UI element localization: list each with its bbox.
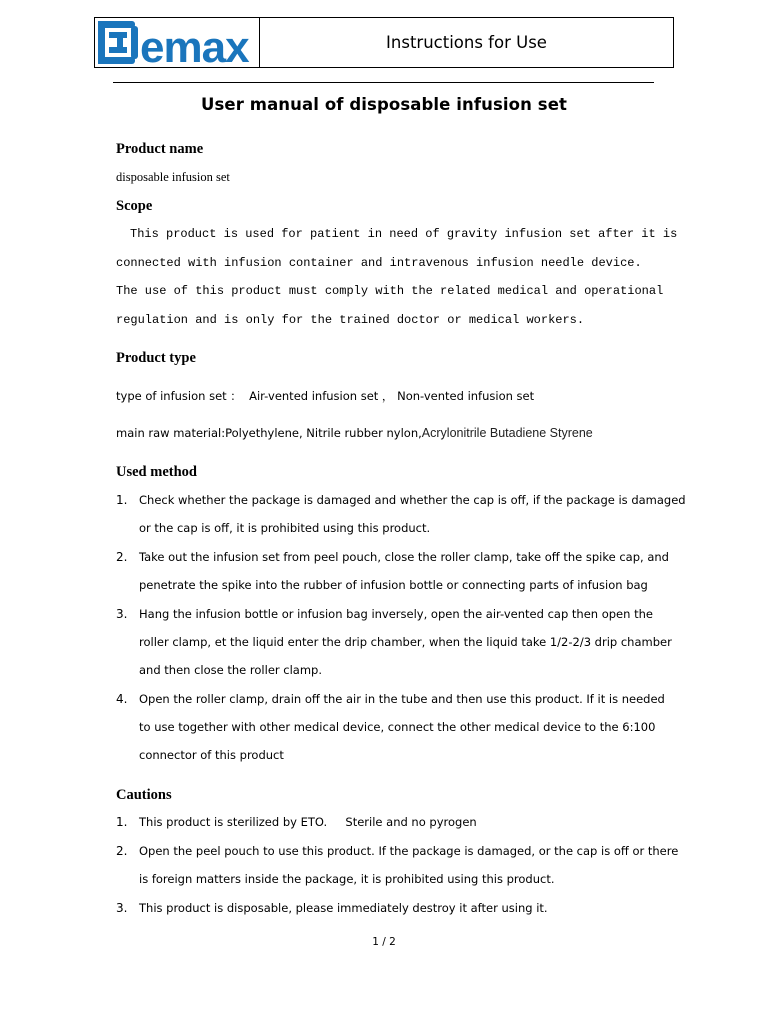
raw-material-prefix: main raw material:Polyethylene, Nitrile rubber nylon, (116, 426, 422, 440)
header-divider (113, 82, 654, 83)
method-item-line: penetrate the spike into the rubber of infusion bottle or connecting parts of infusion bag (139, 578, 648, 592)
method-item-line: Open the roller clamp, drain off the air in the tube and then use this product. If it is needed (139, 692, 665, 706)
caution-item-line: This product is sterilized by ETO. Sterile and no pyrogen (139, 815, 477, 829)
cautions-heading: Cautions (116, 787, 172, 803)
method-item-line: connector of this product (139, 748, 284, 762)
caution-item-number: 2. (116, 844, 128, 858)
raw-material-line (116, 426, 593, 440)
header-title: Instructions for Use (386, 33, 547, 52)
method-item-number: 4. (116, 692, 128, 706)
product-type-heading: Product type (116, 350, 196, 366)
scope-line: connected with infusion container and intravenous infusion needle device. (116, 256, 642, 270)
infusion-set-types: type of infusion set ： Air-vented infusion set ， Non-vented infusion set (116, 389, 535, 403)
scope-heading: Scope (116, 198, 153, 214)
method-item-line: Take out the infusion set from peel pouch, close the roller clamp, take off the spike cap, and (139, 550, 669, 564)
caution-item-line: is foreign matters inside the package, it is prohibited using this product. (139, 872, 555, 886)
scope-line: The use of this product must comply with the related medical and operational (116, 284, 664, 298)
method-item-line: roller clamp, et the liquid enter the drip chamber, when the liquid take 1/2-2/3 drip chamber (139, 635, 672, 649)
document-title: User manual of disposable infusion set (200, 95, 568, 114)
method-item-line: to use together with other medical device, connect the other medical device to the 6:100 (139, 720, 656, 734)
document-header (94, 17, 674, 68)
used-method-heading: Used method (116, 464, 197, 480)
caution-item-number: 1. (116, 815, 128, 829)
method-item-number: 2. (116, 550, 128, 564)
caution-item-line: Open the peel pouch to use this product. If the package is damaged, or the cap is off or there (139, 844, 679, 858)
method-item-line: Check whether the package is damaged and whether the cap is off, if the package is damaged (139, 493, 686, 507)
caution-item-line: This product is disposable, please immediately destroy it after using it. (139, 901, 548, 915)
page-number: 1 / 2 (372, 936, 396, 948)
scope-line: This product is used for patient in need of gravity infusion set after it is (130, 227, 678, 241)
scope-line: regulation and is only for the trained doctor or medical workers. (116, 313, 585, 327)
raw-material-suffix: Acrylonitrile Butadiene Styrene (421, 426, 593, 440)
method-item-line: Hang the infusion bottle or infusion bag inversely, open the air-vented cap then open the (139, 607, 653, 621)
method-item-number: 1. (116, 493, 128, 507)
method-item-number: 3. (116, 607, 128, 621)
method-item-line: and then close the roller clamp. (139, 663, 322, 677)
product-name-heading: Product name (116, 141, 204, 157)
caution-item-number: 3. (116, 901, 128, 915)
svg-text:emax: emax (140, 23, 249, 67)
method-item-line: or the cap is off, it is prohibited using this product. (139, 521, 431, 535)
company-logo (95, 18, 260, 67)
demax-logo-graphic (95, 18, 260, 67)
product-name-value: disposable infusion set (116, 170, 230, 184)
